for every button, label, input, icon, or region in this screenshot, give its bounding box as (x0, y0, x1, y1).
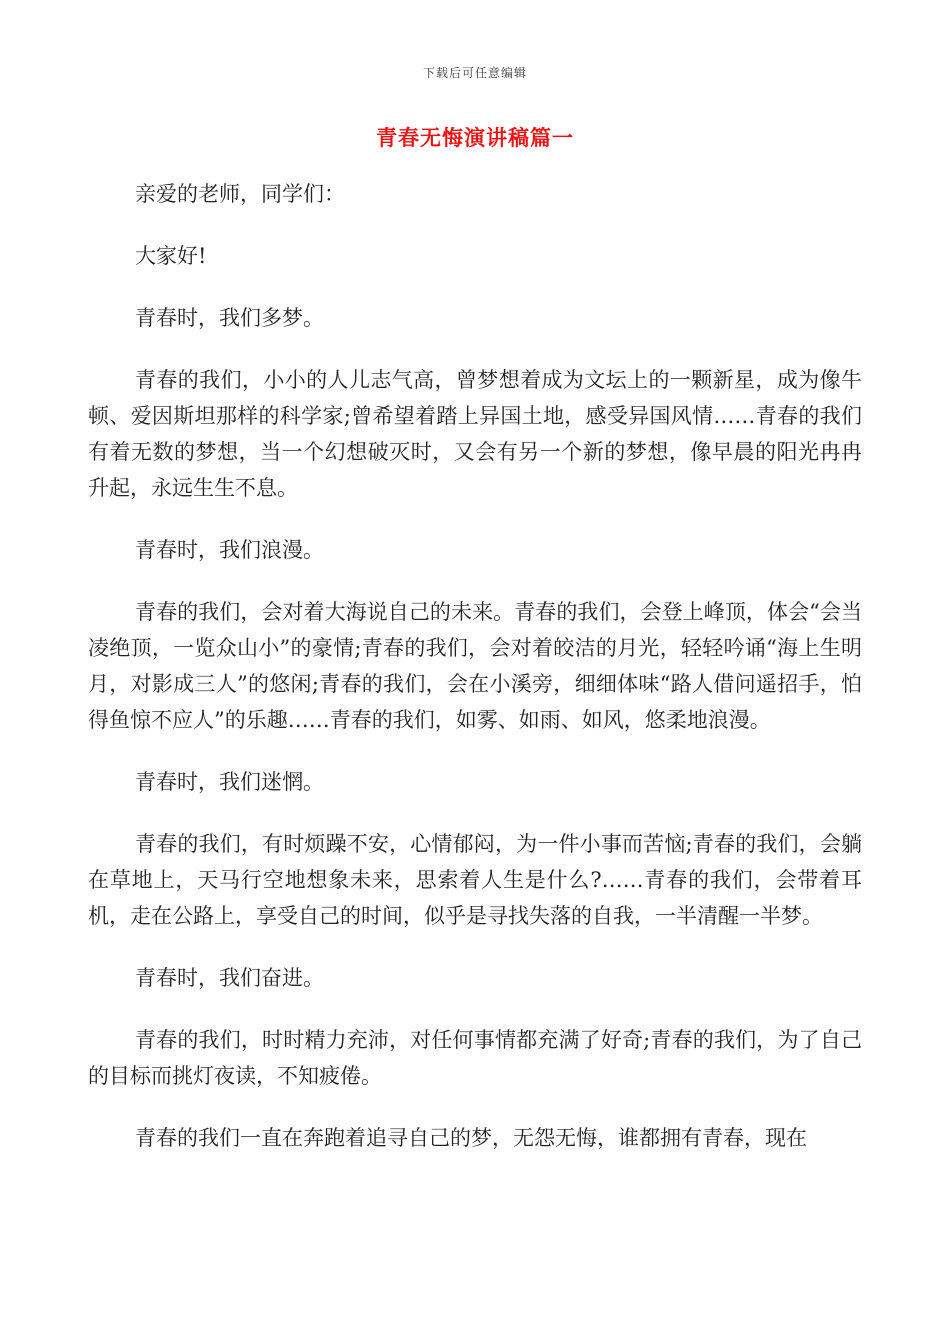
paragraph-heading-striving: 青春时，我们奋进。 (135, 966, 324, 990)
paragraph-conclusion: 青春的我们一直在奔跑着追寻自己的梦，无怨无悔，谁都拥有青春，现在 (135, 1126, 807, 1150)
header-note: 下载后可任意编辑 (422, 66, 527, 80)
document-body (88, 176, 862, 1182)
paragraph-hello: 大家好! (135, 244, 207, 268)
paragraph-heading-confusion: 青春时，我们迷惘。 (135, 770, 324, 794)
paragraph-romance: 青春的我们，会对着大海说自己的未来。青春的我们，会登上峰顶，体会“会当凌绝顶，一览众山小”的豪情;青春的我们，会对着皎洁的月光，轻轻吟诵“海上生明月，对影成三人”的悠闲;青春的我们，会在小溪旁，细细体味“路人借问遥招手，怕得鱼惊不应人”的乐趣……青春的我们，如雾、如雨、如风，悠柔地浪漫。 (88, 600, 862, 732)
paragraph-striving: 青春的我们，时时精力充沛，对任何事情都充满了好奇;青春的我们，为了自己的目标而挑灯夜读，不知疲倦。 (88, 1028, 862, 1088)
paragraph-heading-romance: 青春时，我们浪漫。 (135, 538, 324, 562)
paragraph-confusion: 青春的我们，有时烦躁不安，心情郁闷，为一件小事而苦恼;青春的我们，会躺在草地上，天马行空地想象未来，思索着人生是什么?……青春的我们，会带着耳机，走在公路上，享受自己的时间，似乎是寻找失落的自我，一半清醒一半梦。 (88, 832, 862, 928)
document-title: 青春无悔演讲稿篇一 (376, 125, 574, 150)
paragraph-greeting: 亲爱的老师，同学们： (135, 182, 345, 206)
paragraph-heading-dreams: 青春时，我们多梦。 (135, 306, 324, 330)
paragraph-dreams: 青春的我们，小小的人儿志气高，曾梦想着成为文坛上的一颗新星，成为像牛顿、爱因斯坦那样的科学家;曾希望着踏上异国土地，感受异国风情……青春的我们有着无数的梦想，当一个幻想破灭时，又会有另一个新的梦想，像早晨的阳光冉冉升起，永远生生不息。 (88, 368, 862, 500)
